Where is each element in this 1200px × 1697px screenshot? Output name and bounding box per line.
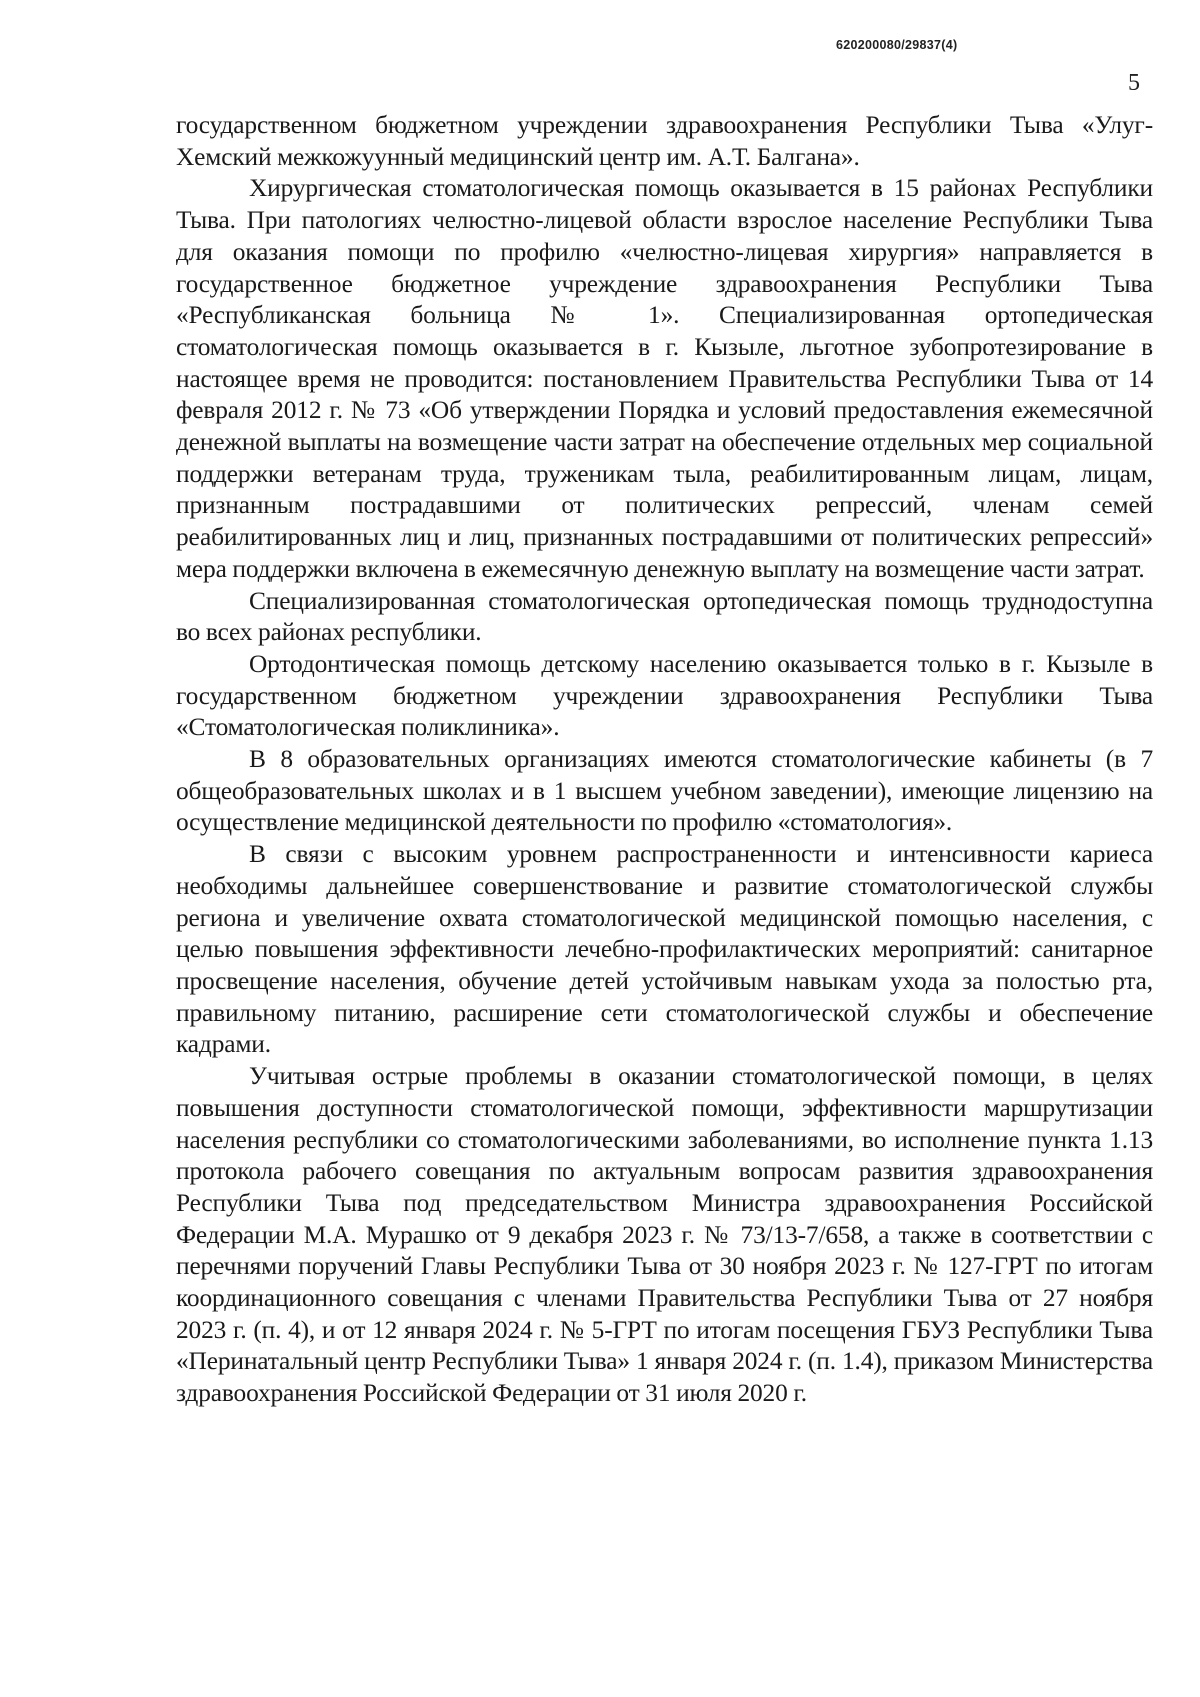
paragraph-caries-prevalence: В связи с высоким уровнем распространенности и интенсивности кариеса необходимы дальнейшее совершенствование и развитие стоматологической службы региона и увеличение охвата стоматологической медицинской помощью населения, с целью повышения эффективности лечебно-профилактических мероприятий: санитарное просвещение населения, обучение детей устойчивым навыкам ухода за полостью рта, правильному питанию, расширение сети стоматологической службы и обеспечение кадрами. [176, 840, 1153, 1059]
document-registration-number: 620200080/29837(4) [836, 38, 958, 52]
paragraph-continuation: государственном бюджетном учреждении здравоохранения Республики Тыва «Улуг-Хемский межкожуунный медицинский центр им. А.Т. Балгана». [176, 111, 1153, 171]
paragraph-school-dental-offices: В 8 образовательных организациях имеются стоматологические кабинеты (в 7 общеобразовательных школах и в 1 высшем учебном заведении), имеющие лицензию на осуществление медицинской деятельности по профилю «стоматология». [176, 745, 1153, 837]
paragraph-measures-basis: Учитывая острые проблемы в оказании стоматологической помощи, в целях повышения доступности стоматологической помощи, эффективности маршрутизации населения республики со стоматологическими заболеваниями, во исполнение пункта 1.13 протокола рабочего совещания по актуальным вопросам развития здравоохранения Республики Тыва под председательством Министра здравоохранения Российской Федерации М.А. Мурашко от 9 декабря 2023 г. № 73/13-7/658, а также в соответствии с перечнями поручений Главы Республики Тыва от 30 ноября 2023 г. № 127-ГРТ по итогам координационного совещания с членами Правительства Республики Тыва от 27 ноября 2023 г. (п. 4), и от 12 января 2024 г. № 5-ГРТ по итогам посещения ГБУЗ Республики Тыва «Перинатальный центр Республики Тыва» 1 января 2024 г. (п. 1.4), приказом Министерства здравоохранения Российской Федерации от 31 июля 2020 г. [176, 1062, 1153, 1408]
paragraph-surgical-dental-care: Хирургическая стоматологическая помощь оказывается в 15 районах Республики Тыва. При патологиях челюстно-лицевой области взрослое население Республики Тыва для оказания помощи по профилю «челюстно-лицевая хирургия» направляется в государственное бюджетное учреждение здравоохранения Республики Тыва «Республиканская больница № 1». Специализированная ортопедическая стоматологическая помощь оказывается в г. Кызыле, льготное зубопротезирование в настоящее время не проводится: постановлением Правительства Республики Тыва от 14 февраля 2012 г. № 73 «Об утверждении Порядка и условий предоставления ежемесячной денежной выплаты на возмещение части затрат на обеспечение отдельных мер социальной поддержки ветеранам труда, труженикам тыла, реабилитированным лицам, лицам, признанным пострадавшими от политических репрессий, членам семей реабилитированных лиц и лиц, признанных пострадавшими от политических репрессий» мера поддержки включена в ежемесячную денежную выплату на возмещение части затрат. [176, 174, 1153, 583]
document-body [176, 110, 1153, 1410]
paragraph-orthodontic-care: Ортодонтическая помощь детскому населению оказывается только в г. Кызыле в государственном бюджетном учреждении здравоохранения Республики Тыва «Стоматологическая поликлиника». [176, 649, 1153, 742]
paragraph-orthopedic-access: Специализированная стоматологическая ортопедическая помощь труднодоступна во всех районах республики. [176, 586, 1153, 647]
page-number: 5 [1128, 70, 1140, 96]
